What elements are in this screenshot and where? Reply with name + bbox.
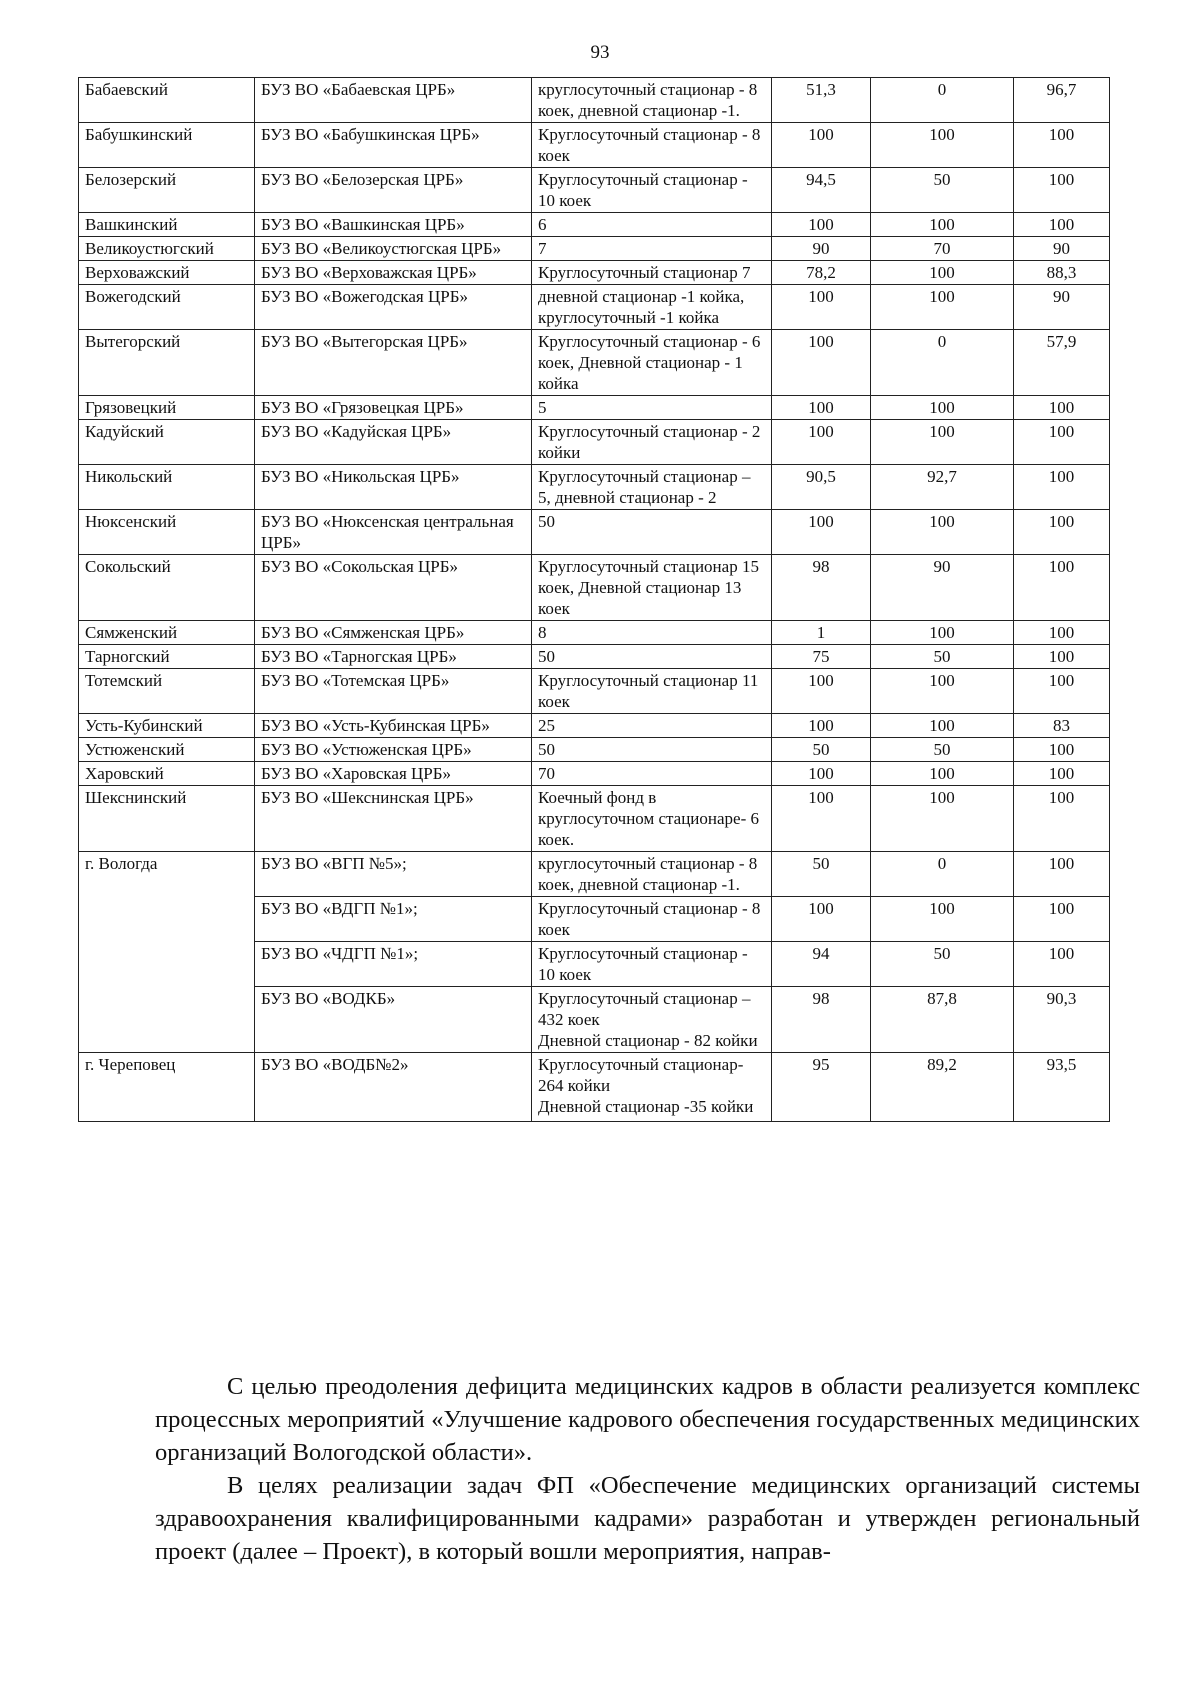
value-3-cell: 100 (1014, 123, 1110, 168)
organization-cell: БУЗ ВО «ВОДБ№2» (255, 1053, 532, 1122)
district-cell: Бабушкинский (79, 123, 255, 168)
district-cell: Вашкинский (79, 213, 255, 237)
district-cell: Тарногский (79, 645, 255, 669)
beds-cell (532, 1053, 772, 1122)
district-cell: Харовский (79, 762, 255, 786)
organization-cell: БУЗ ВО «ВДГП №1»; (255, 897, 532, 942)
value-2-cell: 100 (871, 285, 1014, 330)
value-3-cell: 90,3 (1014, 987, 1110, 1053)
district-cell: Нюксенский (79, 510, 255, 555)
paragraph-1-text: С целью преодоления дефицита медицинских кадров в области реализуется комплекс процессных мероприятий «Улучшение кадрового обеспечения государственных медицинских организаций Вологодской области». (155, 1373, 1140, 1466)
value-3-cell: 100 (1014, 213, 1110, 237)
value-2-cell: 100 (871, 420, 1014, 465)
value-2-cell: 100 (871, 261, 1014, 285)
value-2-cell: 100 (871, 510, 1014, 555)
beds-cell (532, 987, 772, 1053)
value-1-cell: 100 (772, 669, 871, 714)
value-3-cell: 100 (1014, 465, 1110, 510)
value-1-cell: 100 (772, 786, 871, 852)
organization-cell: БУЗ ВО «Вашкинская ЦРБ» (255, 213, 532, 237)
value-1-cell: 50 (772, 852, 871, 897)
table-row (79, 330, 1110, 396)
value-2-cell: 0 (871, 78, 1014, 123)
district-cell: Устюженский (79, 738, 255, 762)
organization-cell: БУЗ ВО «Харовская ЦРБ» (255, 762, 532, 786)
value-3-cell: 83 (1014, 714, 1110, 738)
organization-cell: БУЗ ВО «Нюксенская центральная ЦРБ» (255, 510, 532, 555)
organization-cell: БУЗ ВО «Бабаевская ЦРБ» (255, 78, 532, 123)
table-row (79, 738, 1110, 762)
district-cell: Тотемский (79, 669, 255, 714)
organization-cell: БУЗ ВО «ВОДКБ» (255, 987, 532, 1053)
beds-cell: Круглосуточный стационар - 10 коек (532, 942, 772, 987)
value-3-cell: 100 (1014, 762, 1110, 786)
beds-cell: дневной стационар -1 койка, круглосуточный -1 койка (532, 285, 772, 330)
value-3-cell: 100 (1014, 669, 1110, 714)
beds-cell: Круглосуточный стационар – 5, дневной стационар - 2 (532, 465, 772, 510)
district-cell: Верховажский (79, 261, 255, 285)
value-3-cell: 100 (1014, 420, 1110, 465)
district-cell: Никольский (79, 465, 255, 510)
table-row (79, 465, 1110, 510)
value-3-cell: 88,3 (1014, 261, 1110, 285)
value-3-cell: 100 (1014, 786, 1110, 852)
organization-cell: БУЗ ВО «Устюженская ЦРБ» (255, 738, 532, 762)
district-cell: Сокольский (79, 555, 255, 621)
table-row (79, 510, 1110, 555)
value-3-cell: 100 (1014, 168, 1110, 213)
table-row (79, 669, 1110, 714)
value-2-cell: 100 (871, 213, 1014, 237)
value-2-cell: 50 (871, 738, 1014, 762)
value-1-cell: 78,2 (772, 261, 871, 285)
value-1-cell: 94 (772, 942, 871, 987)
value-2-cell: 50 (871, 645, 1014, 669)
value-3-cell: 100 (1014, 621, 1110, 645)
value-1-cell: 100 (772, 420, 871, 465)
beds-cell: круглосуточный стационар - 8 коек, дневной стационар -1. (532, 78, 772, 123)
beds-line-1: Круглосуточный стационар – 432 коек (538, 989, 751, 1029)
table-row (79, 1053, 1110, 1122)
value-3-cell: 100 (1014, 645, 1110, 669)
beds-cell: Круглосуточный стационар - 10 коек (532, 168, 772, 213)
value-1-cell: 94,5 (772, 168, 871, 213)
organization-cell: БУЗ ВО «ВГП №5»; (255, 852, 532, 897)
table-row (79, 213, 1110, 237)
value-1-cell: 98 (772, 555, 871, 621)
beds-cell: 8 (532, 621, 772, 645)
value-2-cell: 70 (871, 237, 1014, 261)
beds-cell: 70 (532, 762, 772, 786)
organization-cell: БУЗ ВО «Вожегодская ЦРБ» (255, 285, 532, 330)
organization-cell: БУЗ ВО «Сямженская ЦРБ» (255, 621, 532, 645)
beds-cell: Круглосуточный стационар - 6 коек, Дневной стационар - 1 койка (532, 330, 772, 396)
table-row (79, 762, 1110, 786)
beds-cell: 25 (532, 714, 772, 738)
district-cell: Усть-Кубинский (79, 714, 255, 738)
district-cell: г. Вологда (79, 852, 255, 1053)
beds-cell: 5 (532, 396, 772, 420)
value-2-cell: 89,2 (871, 1053, 1014, 1122)
hospital-table (78, 77, 1110, 1122)
value-1-cell: 90 (772, 237, 871, 261)
value-1-cell: 50 (772, 738, 871, 762)
organization-cell: БУЗ ВО «Бабушкинская ЦРБ» (255, 123, 532, 168)
value-2-cell: 100 (871, 621, 1014, 645)
table-row (79, 645, 1110, 669)
value-1-cell: 75 (772, 645, 871, 669)
value-3-cell: 100 (1014, 555, 1110, 621)
value-2-cell: 100 (871, 897, 1014, 942)
value-3-cell: 100 (1014, 738, 1110, 762)
table-row (79, 78, 1110, 123)
value-3-cell: 90 (1014, 285, 1110, 330)
value-3-cell: 100 (1014, 897, 1110, 942)
table-row (79, 261, 1110, 285)
beds-cell: Круглосуточный стационар 11 коек (532, 669, 772, 714)
paragraph-2 (155, 1469, 1140, 1568)
table-row (79, 285, 1110, 330)
beds-cell: 50 (532, 738, 772, 762)
table-row (79, 852, 1110, 897)
table-body (79, 78, 1110, 1122)
value-2-cell: 0 (871, 330, 1014, 396)
paragraph-2-text: В целях реализации задач ФП «Обеспечение медицинских организаций системы здравоохранения квалифицированными кадрами» разработан и утвержден региональный проект (далее – Проект), в который вошли мероприятия, направ- (155, 1472, 1140, 1565)
value-1-cell: 100 (772, 330, 871, 396)
value-1-cell: 100 (772, 396, 871, 420)
district-cell: Грязовецкий (79, 396, 255, 420)
value-2-cell: 0 (871, 852, 1014, 897)
organization-cell: БУЗ ВО «Тарногская ЦРБ» (255, 645, 532, 669)
organization-cell: БУЗ ВО «Верховажская ЦРБ» (255, 261, 532, 285)
value-1-cell: 51,3 (772, 78, 871, 123)
organization-cell: БУЗ ВО «Кадуйская ЦРБ» (255, 420, 532, 465)
table-row (79, 786, 1110, 852)
value-3-cell: 57,9 (1014, 330, 1110, 396)
beds-line-2: Дневной стационар - 82 койки (538, 1031, 758, 1050)
table-row (79, 237, 1110, 261)
organization-cell: БУЗ ВО «Вытегорская ЦРБ» (255, 330, 532, 396)
beds-cell: 6 (532, 213, 772, 237)
value-2-cell: 100 (871, 714, 1014, 738)
district-cell: Великоустюгский (79, 237, 255, 261)
value-1-cell: 98 (772, 987, 871, 1053)
beds-cell: Коечный фонд в круглосуточном стационаре- 6 коек. (532, 786, 772, 852)
value-1-cell: 100 (772, 213, 871, 237)
beds-cell: Круглосуточный стационар - 8 коек (532, 897, 772, 942)
table-row (79, 621, 1110, 645)
beds-cell: 7 (532, 237, 772, 261)
table-row (79, 168, 1110, 213)
value-3-cell: 90 (1014, 237, 1110, 261)
value-2-cell: 50 (871, 942, 1014, 987)
district-cell: г. Череповец (79, 1053, 255, 1122)
value-2-cell: 100 (871, 123, 1014, 168)
value-2-cell: 100 (871, 669, 1014, 714)
value-3-cell: 100 (1014, 510, 1110, 555)
value-3-cell: 96,7 (1014, 78, 1110, 123)
table-row (79, 396, 1110, 420)
beds-cell: 50 (532, 510, 772, 555)
beds-cell: Круглосуточный стационар - 8 коек (532, 123, 772, 168)
value-1-cell: 100 (772, 762, 871, 786)
organization-cell: БУЗ ВО «ЧДГП №1»; (255, 942, 532, 987)
district-cell: Бабаевский (79, 78, 255, 123)
value-1-cell: 1 (772, 621, 871, 645)
table-row (79, 555, 1110, 621)
district-cell: Вытегорский (79, 330, 255, 396)
value-1-cell: 100 (772, 285, 871, 330)
value-2-cell: 100 (871, 786, 1014, 852)
value-2-cell: 100 (871, 762, 1014, 786)
table-row (79, 123, 1110, 168)
value-3-cell: 93,5 (1014, 1053, 1110, 1122)
district-cell: Белозерский (79, 168, 255, 213)
district-cell: Сямженский (79, 621, 255, 645)
value-3-cell: 100 (1014, 942, 1110, 987)
organization-cell: БУЗ ВО «Великоустюгская ЦРБ» (255, 237, 532, 261)
value-1-cell: 100 (772, 123, 871, 168)
district-cell: Вожегодский (79, 285, 255, 330)
paragraph-1 (155, 1370, 1140, 1469)
district-cell: Кадуйский (79, 420, 255, 465)
organization-cell: БУЗ ВО «Тотемская ЦРБ» (255, 669, 532, 714)
table-row (79, 420, 1110, 465)
value-2-cell: 100 (871, 396, 1014, 420)
value-1-cell: 90,5 (772, 465, 871, 510)
value-2-cell: 50 (871, 168, 1014, 213)
district-cell: Шекснинский (79, 786, 255, 852)
value-2-cell: 90 (871, 555, 1014, 621)
organization-cell: БУЗ ВО «Усть-Кубинская ЦРБ» (255, 714, 532, 738)
organization-cell: БУЗ ВО «Белозерская ЦРБ» (255, 168, 532, 213)
beds-cell: 50 (532, 645, 772, 669)
value-3-cell: 100 (1014, 396, 1110, 420)
beds-line-2: Дневной стационар -35 койки (538, 1097, 754, 1116)
page-number: 93 (590, 42, 610, 63)
organization-cell: БУЗ ВО «Шекснинская ЦРБ» (255, 786, 532, 852)
beds-cell: круглосуточный стационар - 8 коек, дневной стационар -1. (532, 852, 772, 897)
organization-cell: БУЗ ВО «Сокольская ЦРБ» (255, 555, 532, 621)
value-1-cell: 100 (772, 510, 871, 555)
organization-cell: БУЗ ВО «Никольская ЦРБ» (255, 465, 532, 510)
beds-cell: Круглосуточный стационар 7 (532, 261, 772, 285)
value-1-cell: 100 (772, 897, 871, 942)
value-2-cell: 87,8 (871, 987, 1014, 1053)
table-row (79, 714, 1110, 738)
value-2-cell: 92,7 (871, 465, 1014, 510)
organization-cell: БУЗ ВО «Грязовецкая ЦРБ» (255, 396, 532, 420)
beds-cell: Круглосуточный стационар - 2 койки (532, 420, 772, 465)
value-3-cell: 100 (1014, 852, 1110, 897)
beds-line-1: Круглосуточный стационар- 264 койки (538, 1055, 744, 1095)
beds-cell: Круглосуточный стационар 15 коек, Дневной стационар 13 коек (532, 555, 772, 621)
value-1-cell: 95 (772, 1053, 871, 1122)
value-1-cell: 100 (772, 714, 871, 738)
